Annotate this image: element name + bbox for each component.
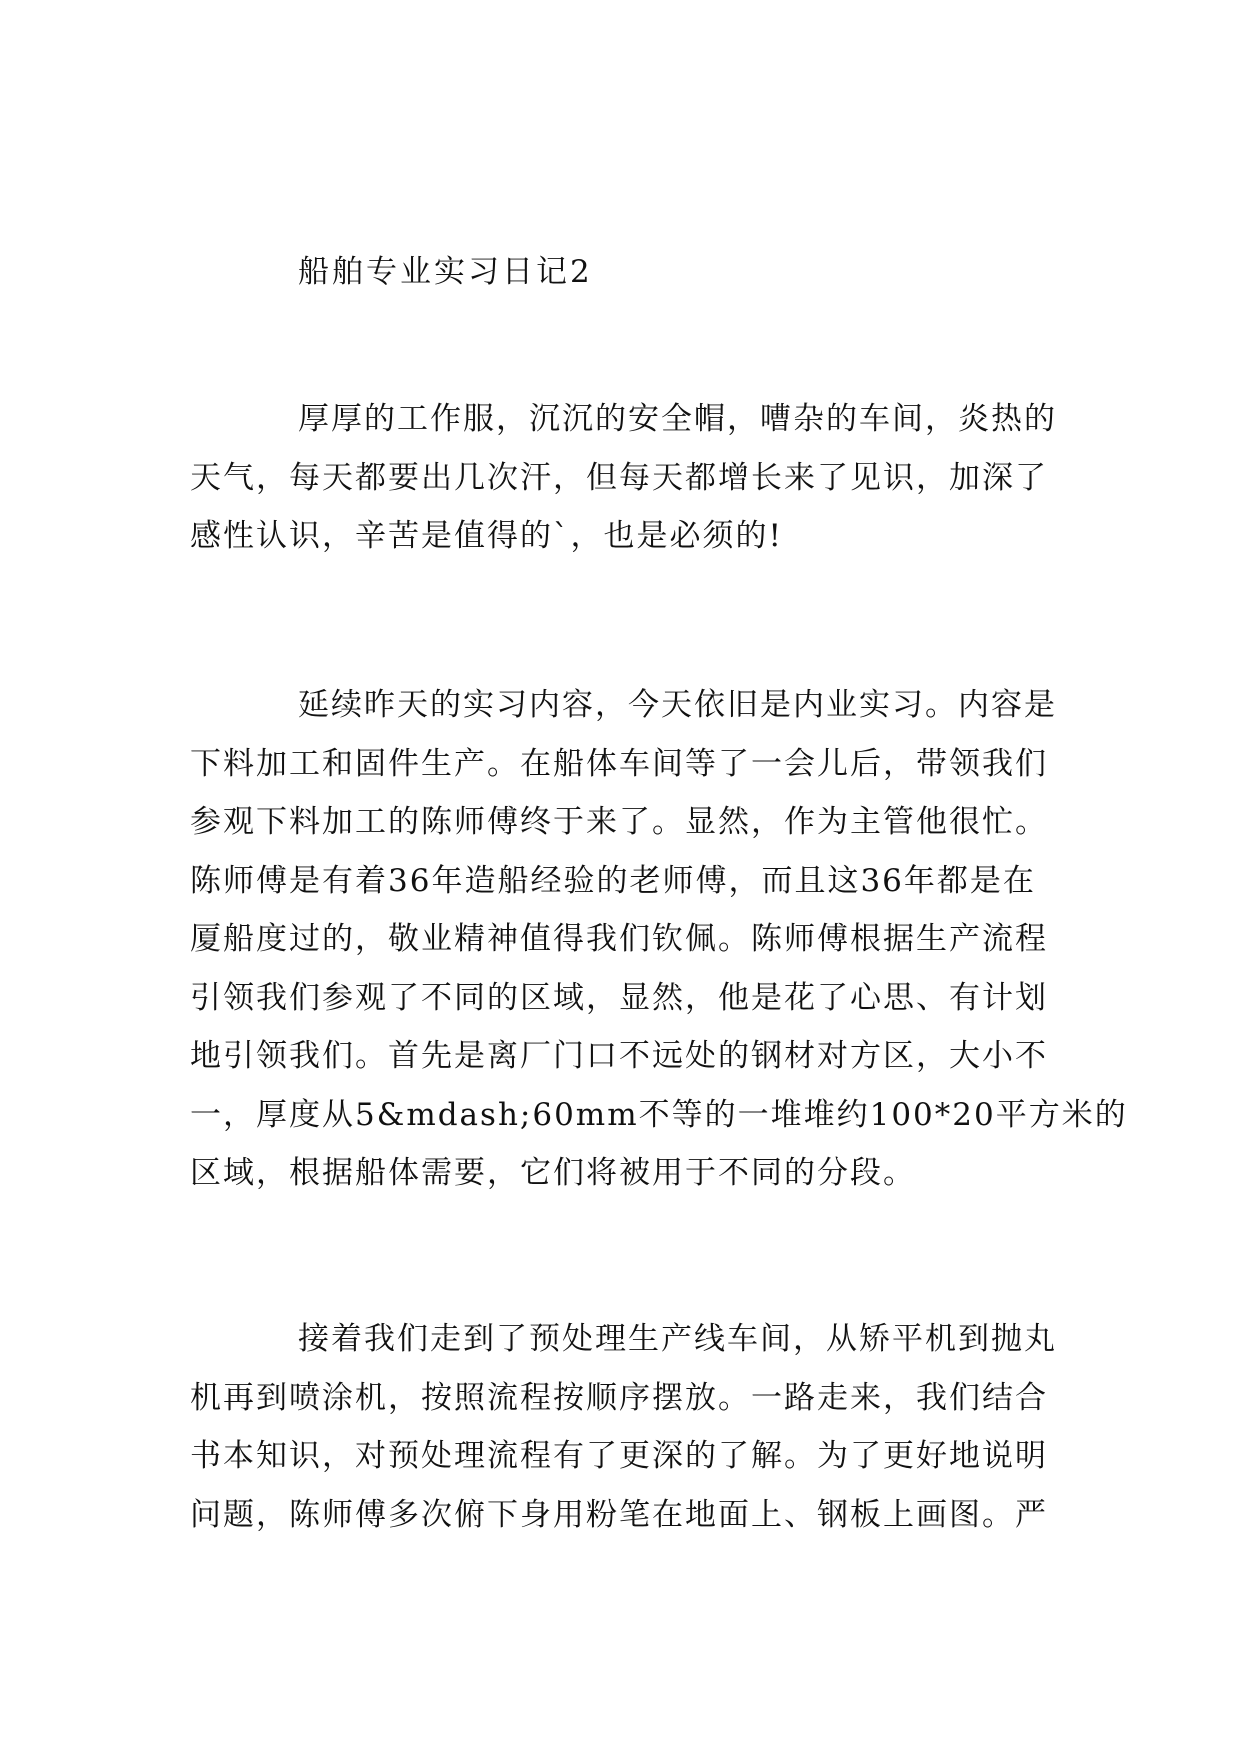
paragraph-line: 感性认识，辛苦是值得的`，也是必须的! bbox=[190, 518, 783, 554]
paragraph-3 bbox=[190, 1310, 1070, 1544]
paragraph-line: 延续昨天的实习内容，今天依旧是内业实习。内容是 bbox=[298, 687, 1057, 723]
paragraph-line: 厚厚的工作服，沉沉的安全帽，嘈杂的车间，炎热的 bbox=[298, 401, 1057, 437]
paragraph-line: 引领我们参观了不同的区域，显然，他是花了心思、有计划 bbox=[190, 979, 1048, 1016]
paragraph-line: 陈师傅是有着36年造船经验的老师傅，而且这36年都是在 bbox=[190, 862, 1036, 899]
paragraph-line: 天气，每天都要出几次汗，但每天都增长来了见识，加深了 bbox=[190, 459, 1048, 496]
paragraph-line: 问题，陈师傅多次俯下身用粉笔在地面上、钢板上画图。严 bbox=[190, 1496, 1048, 1533]
document-title: 船舶专业实习日记2 bbox=[298, 254, 593, 290]
paragraph-line: 参观下料加工的陈师傅终于来了。显然，作为主管他很忙。 bbox=[190, 804, 1048, 840]
paragraph-line: 一，厚度从5&mdash;60mm不等的一堆堆约100*20平方米的 bbox=[190, 1096, 1128, 1133]
paragraph-line: 地引领我们。首先是离厂门口不远处的钢材对方区，大小不 bbox=[190, 1038, 1048, 1074]
paragraph-line: 书本知识，对预处理流程有了更深的了解。为了更好地说明 bbox=[190, 1438, 1048, 1474]
paragraph-line: 机再到喷涂机，按照流程按顺序摆放。一路走来，我们结合 bbox=[190, 1379, 1048, 1416]
paragraph-line: 厦船度过的，敬业精神值得我们钦佩。陈师傅根据生产流程 bbox=[190, 921, 1048, 957]
paragraph-line: 区域，根据船体需要，它们将被用于不同的分段。 bbox=[190, 1155, 916, 1191]
paragraph-2 bbox=[190, 676, 1128, 1203]
paragraph-line: 接着我们走到了预处理生产线车间，从矫平机到抛丸 bbox=[298, 1321, 1057, 1357]
paragraph-line: 下料加工和固件生产。在船体车间等了一会儿后，带领我们 bbox=[190, 745, 1048, 782]
paragraph-1 bbox=[190, 390, 1070, 566]
